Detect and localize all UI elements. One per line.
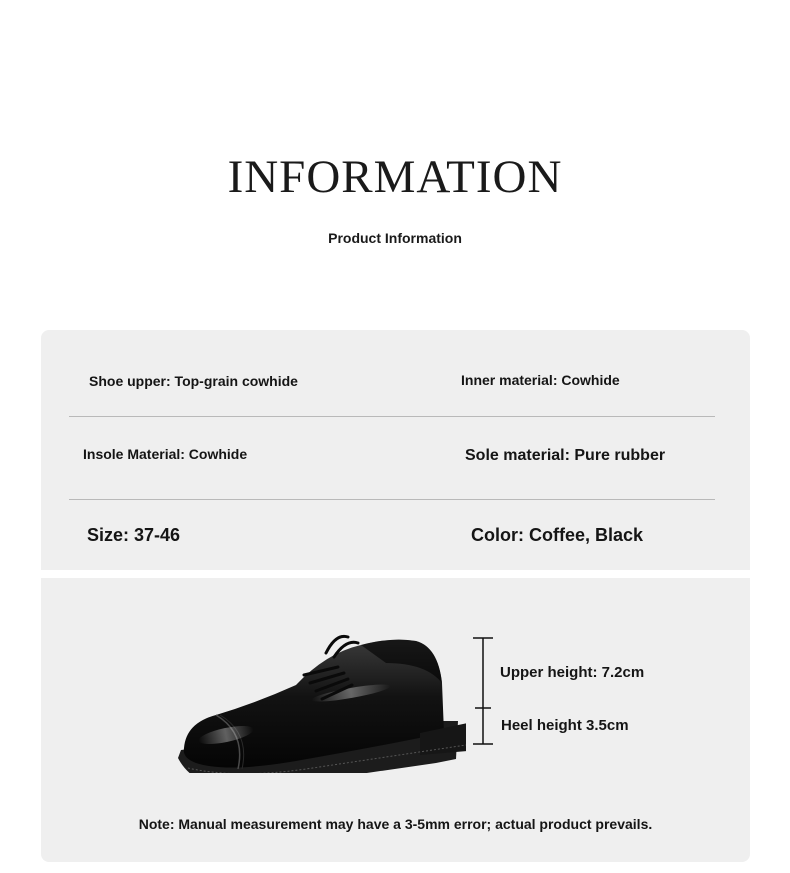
spec-inner-material: Inner material: Cowhide — [461, 372, 620, 388]
upper-height-label: Upper height: 7.2cm — [500, 664, 645, 681]
spec-insole-material: Insole Material: Cowhide — [83, 446, 248, 462]
page-subtitle: Product Information — [328, 230, 462, 246]
height-ruler-icon — [471, 636, 495, 746]
page-title: INFORMATION — [227, 151, 563, 203]
measurement-note: Note: Manual measurement may have a 3-5mm error; actual product prevails. — [138, 816, 653, 832]
spec-shoe-upper: Shoe upper: Top-grain cowhide — [89, 373, 298, 389]
spec-divider — [69, 499, 715, 500]
spec-sole-material: Sole material: Pure rubber — [465, 447, 666, 464]
spec-size: Size: 37-46 — [87, 525, 181, 545]
spec-color: Color: Coffee, Black — [471, 525, 644, 545]
heel-height-label: Heel height 3.5cm — [501, 717, 629, 734]
specs-panel — [41, 330, 750, 570]
spec-divider — [69, 416, 715, 417]
shoe-image — [176, 623, 466, 773]
measurement-panel — [41, 578, 750, 862]
